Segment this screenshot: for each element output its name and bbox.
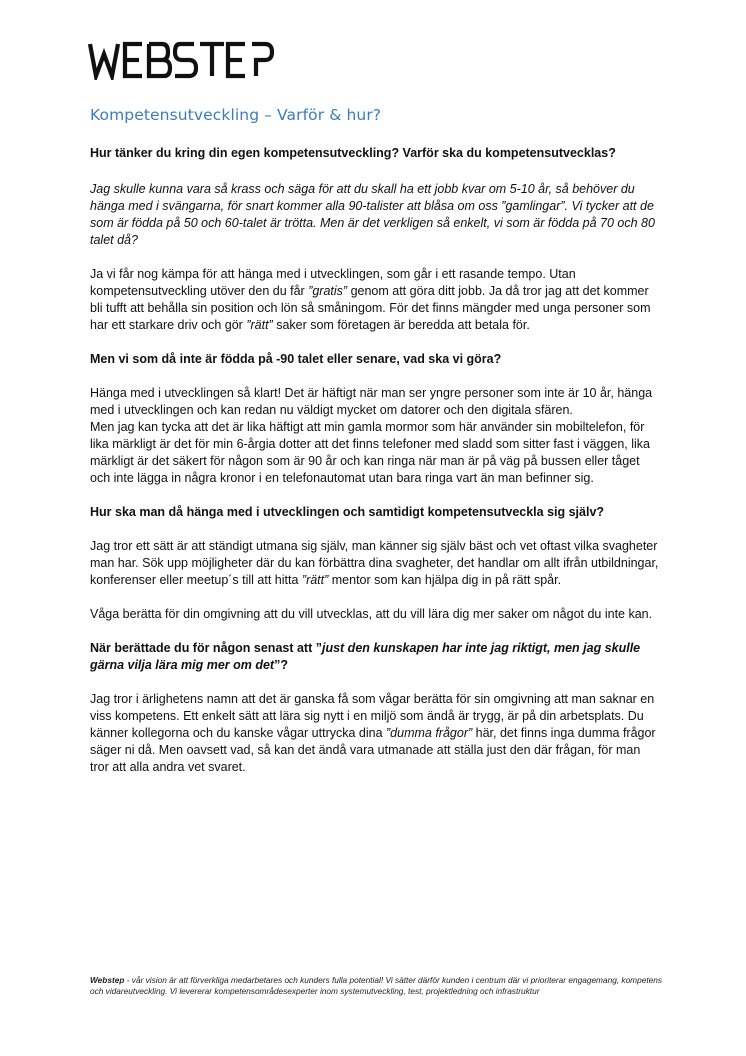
webstep-logo-icon	[88, 40, 274, 80]
paragraph-4-quote-ratt: ”rätt”	[301, 573, 329, 587]
paragraph-3: Men jag kan tycka att det är lika häftigt att min gamla mormor som här använder sin mobiltelefon, för lika märkligt är det för min 6-årgia dotter att det finns telefoner med sladd som sitter fast i väggen, lika märkligt är det säkert för någon som är 90 år och kan ringa när man är på väg på bussen eller tåget och inte lägga in några kronor i en telefonautomat utan bara ringa vart än man befinner sig.	[90, 420, 650, 485]
paragraph-1-quote-gratis: ”gratis”	[308, 284, 348, 298]
question-4	[90, 640, 662, 674]
webstep-logo	[88, 40, 274, 80]
question-2: Men vi som då inte är födda på -90 talet eller senare, vad ska vi göra?	[90, 352, 502, 366]
question-3: Hur ska man då hänga med i utvecklingen och samtidigt kompetensutveckla sig själv?	[90, 505, 605, 519]
question-4-text-a: När berättade du för någon senast att ”	[90, 641, 322, 655]
paragraph-6	[90, 691, 662, 776]
paragraph-4	[90, 538, 662, 589]
paragraph-6-text-a: Jag tror i ärlighetens namn att det är ganska få som vågar berätta för sin omgivning att man saknar en viss kompetens. Ett enkelt sätt att lära sig nytt i en miljö som ändå är trygg, är på din arbetsplats. Du känner kollegorna och du kanske vågar uttrycka dina	[90, 692, 655, 740]
paragraph-5: Våga berätta för din omgivning att du vill utvecklas, att du vill lära dig mer saker om något du inte kan.	[90, 607, 653, 621]
footer-brand: Webstep	[90, 975, 125, 985]
paragraph-4-text-a: Jag tror ett sätt är att ständigt utmana sig själv, man känner sig själv bäst och vet oftast vilka svagheter man har. Sök upp möjligheter där du kan förbättra dina svagheter, det handlar om allt ifrån utbildningar, konferenser eller meetup´s till att hitta	[90, 539, 659, 587]
paragraph-6-quote-dumma: ”dumma frågor”	[386, 726, 473, 740]
article-body	[90, 145, 662, 776]
question-4-quote: just den kunskapen har inte jag riktigt, men jag skulle gärna vilja lära mig mer om det	[90, 641, 641, 672]
paragraph-1-text-a: Ja vi får nog kämpa för att hänga med i utvecklingen, som går i ett rasande tempo. Utan kompetensutveckling utöver den du får	[90, 267, 576, 298]
paragraph-2: Hänga med i utvecklingen så klart! Det är häftigt när man ser yngre personer som inte är 10 år, hänga med i utvecklingen och kan redan nu väldigt mycket om datorer och den digitala sfären.	[90, 386, 653, 417]
footer-text: - vår vision är att förverkliga medarbetares och kunders fulla potential! Vi sätter därför kunden i centrum där vi prioriterar engagemang, kompetens och vidareutveckling. Vi levererar kompetensområdesexperter inom systemutveckling, test, projektledning och infrastruktur	[90, 975, 663, 996]
question-4-text-c: ”?	[274, 658, 288, 672]
page-heading: Kompetensutveckling – Varför & hur?	[90, 106, 382, 124]
paragraph-1	[90, 266, 662, 334]
paragraph-4-text-c: mentor som kan hjälpa dig in på rätt spår.	[328, 573, 562, 587]
intro-paragraph: Jag skulle kunna vara så krass och säga för att du skall ha ett jobb kvar om 5-10 år, så behöver du hänga med i svängarna, för snart kommer alla 90-talister att blåsa om oss ”gamlingar”. Vi tycker att de som är födda på 50 och 60-talet är trötta. Men är det verkligen så enkelt, vi som är födda på 70 och 80 talet då?	[90, 182, 655, 247]
paragraph-1-quote-ratt: ”rätt”	[246, 318, 273, 332]
page-footer	[90, 975, 665, 996]
question-1: Hur tänker du kring din egen kompetensutveckling? Varför ska du kompetensutvecklas?	[90, 146, 616, 160]
paragraph-6-text-c: här, det finns inga dumma frågor säger ni då. Men oavsett vad, så kan det ändå vara utmanade att ställa just den där frågan, för man tror att alla andra vet svaret.	[90, 726, 656, 774]
paragraph-1-text-c: genom att göra ditt jobb. Ja då tror jag att det kommer bli tufft att behålla sin position och lön så småningom. För det finns mängder med unga personer som har ett starkare driv och gör	[90, 284, 651, 332]
paragraph-1-text-e: saker som företagen är beredda att betala för.	[272, 318, 530, 332]
